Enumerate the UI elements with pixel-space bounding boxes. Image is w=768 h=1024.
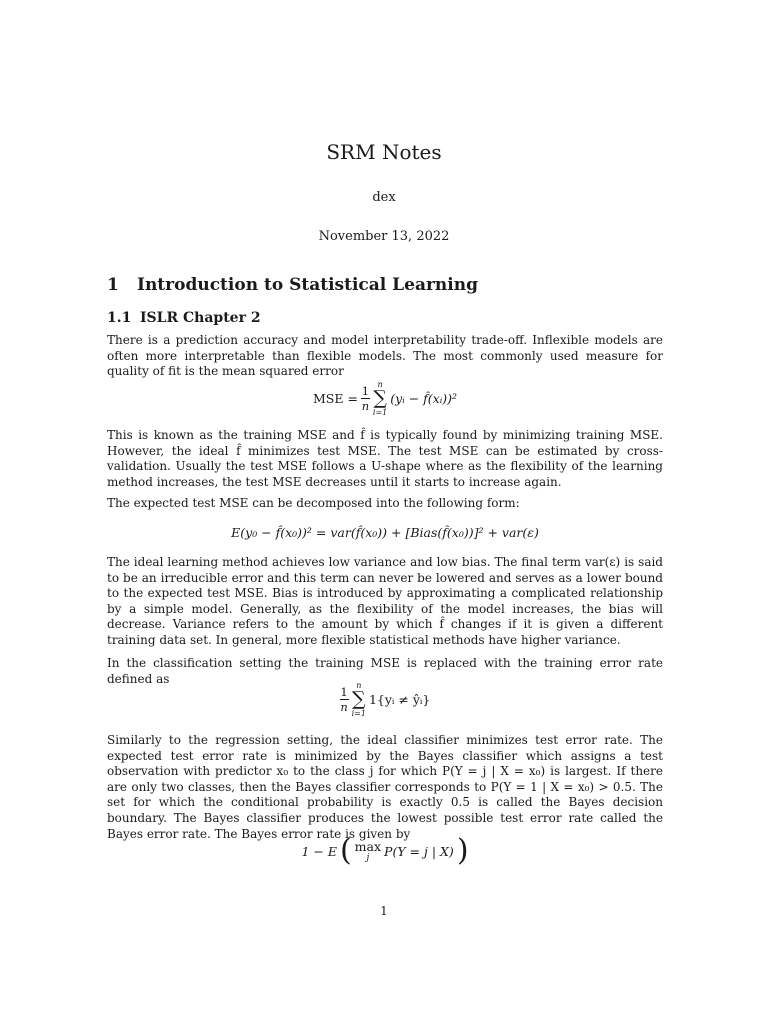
bayes-lhs: 1 − E (301, 843, 337, 859)
section-heading (107, 275, 478, 295)
mse-body: (yᵢ − f̂(xᵢ))² (390, 391, 457, 406)
paragraph-training-mse: This is known as the training MSE and f̂ is typically found by minimizing training MSE. However, the ideal f̂ minimizes test MSE. The test MSE can be estimated by cross-validation. Usually the test MSE follows a U-shape where as the flexibility of the learning method increases, the test MSE decreases until it starts to increase again. (107, 428, 663, 489)
error-rate-body: 1{yᵢ ≠ ŷᵢ} (368, 692, 431, 707)
subsection-heading (107, 310, 261, 326)
paragraph-classification: In the classification setting the training MSE is replaced with the training error rate defined as (107, 656, 663, 686)
page-number: 1 (380, 904, 388, 918)
max-operator: max j (354, 839, 382, 863)
fraction: $\frac{1}{n}$ (361, 384, 370, 413)
section-title: Introduction to Statistical Learning (137, 275, 478, 295)
equation-bias-variance: E(y₀ − f̂(x₀))² = var(f̂(x₀)) + [Bias(f̂(x₀))]² + var(ε) (231, 525, 539, 540)
fraction: $\frac{1}{n}$ (340, 685, 348, 714)
summation: n ∑ i=1 (372, 380, 388, 417)
summation: n ∑ i=1 (351, 681, 366, 718)
equation-mse (107, 380, 663, 417)
document-title: SRM Notes (326, 140, 442, 164)
paragraph-bias-variance: The ideal learning method achieves low variance and low bias. The final term var(ε) is said to be an irreducible error and this term can never be lowered and serves as a lower bound to the expected test MSE. Bias is introduced by approximating a complicated relationship by a simple model. Generally, as the flexibility of the model increases, the bias will decrease. Variance refers to the amount by which f̂ changes if it is given a different training data set. In general, more flexible statistical methods have higher variance. (107, 555, 663, 647)
mse-lhs: MSE = (312, 391, 358, 406)
bayes-body: P(Y = j | X) (384, 843, 454, 859)
paragraph-intro: There is a prediction accuracy and model interpretability trade-off. Inflexible models are often more interpretable than flexible models. The most commonly used measure for quality of fit is the mean squared error (107, 333, 663, 379)
document-author: dex (372, 190, 396, 205)
paragraph-bayes-classifier: Similarly to the regression setting, the ideal classifier minimizes test error rate. The expected test error rate is minimized by the Bayes classifier which assigns a test observation with predictor x₀ to the class j for which P(Y = j | X = x₀) is largest. If there are only two classes, then the Bayes classifier corresponds to P(Y = 1 | X = x₀) > 0.5. The set for which the conditional probability is exactly 0.5 is called the Bayes decision boundary. The Bayes classifier produces the lowest possible test error rate called the Bayes error rate. The Bayes error rate is given by (107, 733, 663, 841)
subsection-title: ISLR Chapter 2 (140, 310, 261, 326)
equation-error-rate (107, 681, 663, 718)
subsection-number: 1.1 (107, 310, 132, 326)
paragraph-decomposition-intro: The expected test MSE can be decomposed into the following form: (107, 496, 520, 510)
section-number: 1 (107, 275, 119, 295)
document-date: November 13, 2022 (318, 229, 450, 244)
equation-bayes-error: 1 − E ( max j P(Y = j | X) ) (301, 833, 469, 868)
